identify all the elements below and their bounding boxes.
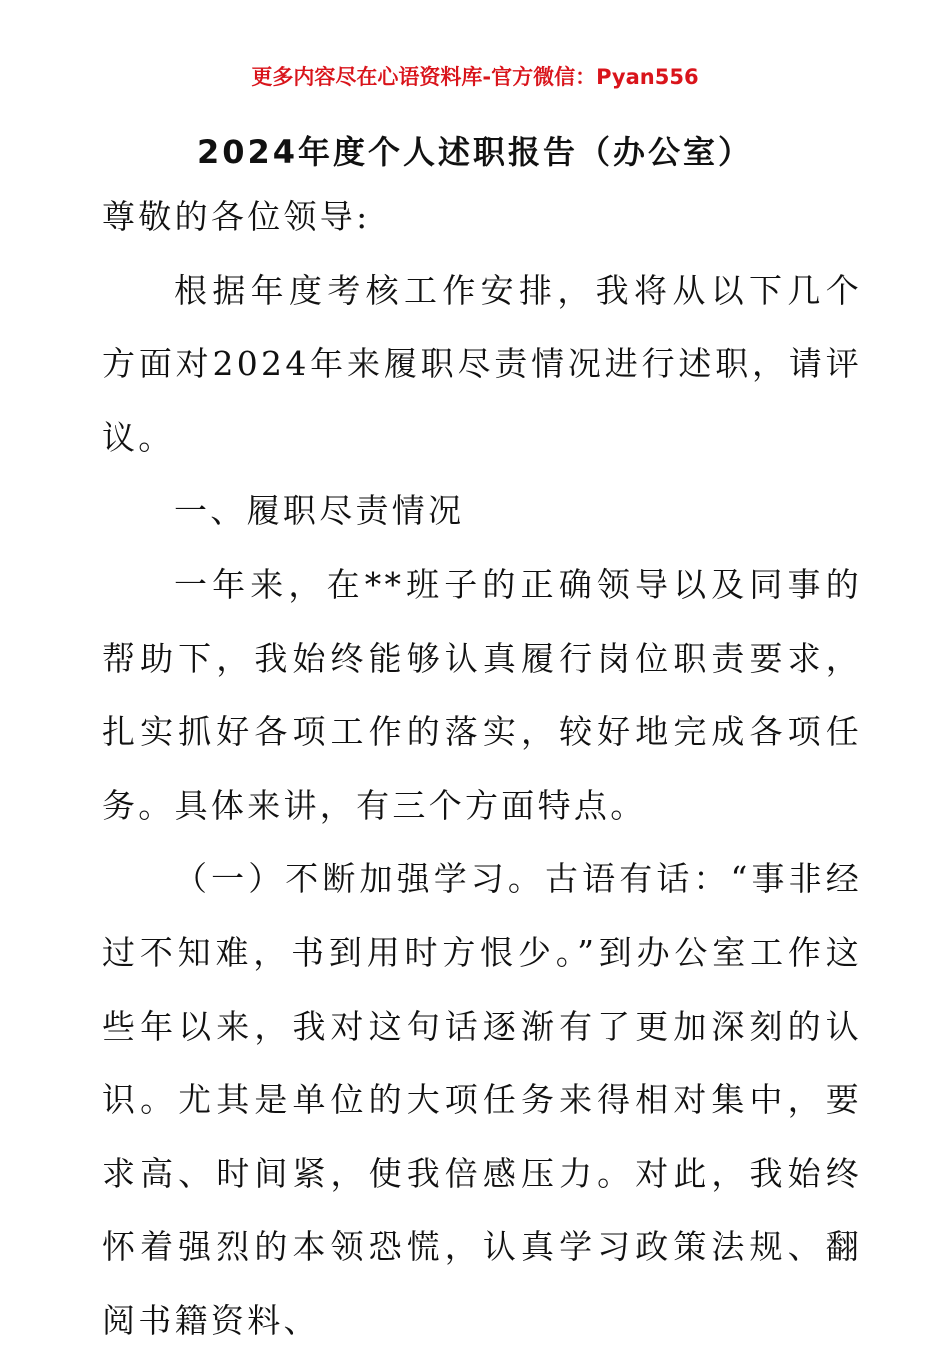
header-banner [0,62,950,92]
document-title: 2024年度个人述职报告（办公室） [196,133,754,171]
salutation: 尊敬的各位领导: [102,197,371,236]
section-heading: 一、履职尽责情况 [174,491,465,531]
paragraph-study: （一）不断加强学习。古语有话：“事非经过不知难，书到用时方恨少。”到办公室工作这些年以来，我对这句话逐渐有了更加深刻的认识。尤其是单位的大项任务来得相对集中，要求高、时间紧，使我倍感压力。对此，我始终怀着强烈的本领恐慌，认真学习政策法规、翻阅书籍资料、 [102,859,862,1340]
banner-wechat: -官方微信：Pyan556 [482,65,699,89]
paragraph-overview: 一年来，在**班子的正确领导以及同事的帮助下，我始终能够认真履行岗位职责要求，扎实抓好各项工作的落实，较好地完成各项任务。具体来讲，有三个方面特点。 [102,564,862,825]
paragraph-intro: 根据年度考核工作安排，我将从以下几个方面对2024年来履职尽责情况进行述职，请评议。 [102,270,862,457]
banner-site-name: 更多内容尽在心语资料库 [251,64,483,89]
document-body [102,180,862,1358]
